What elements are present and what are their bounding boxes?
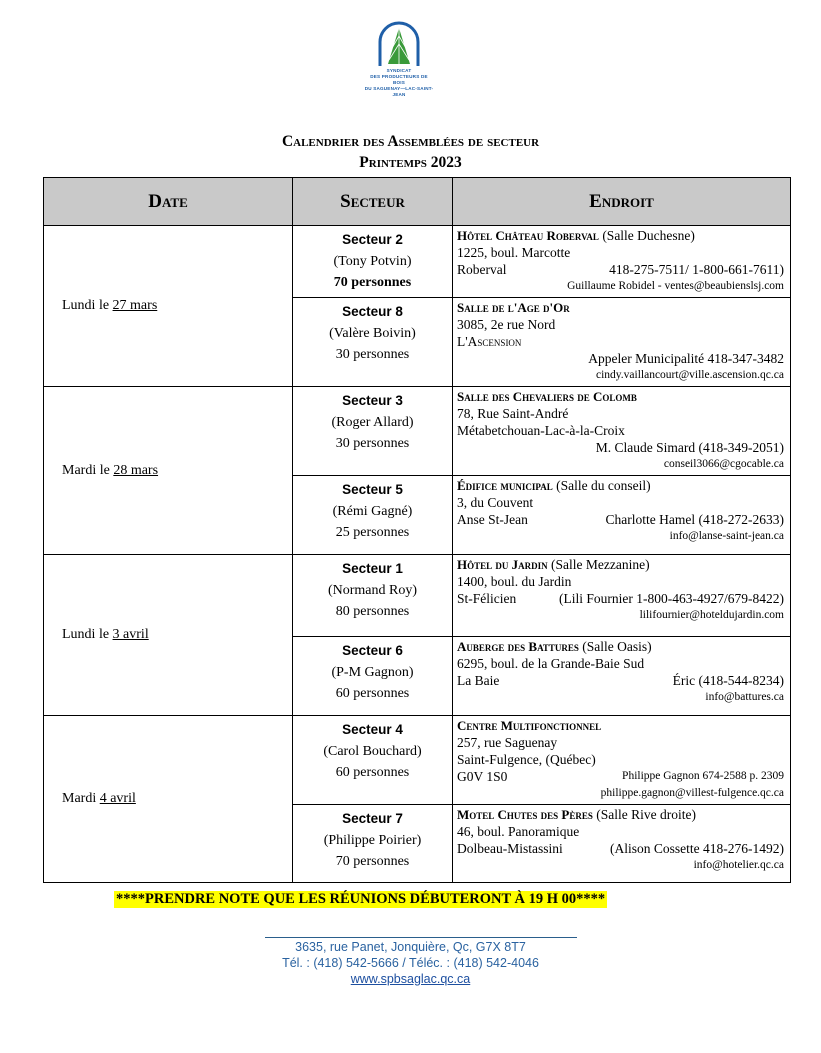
secteur-count: 25 personnes bbox=[335, 525, 410, 540]
header-endroit: Endroit bbox=[453, 178, 791, 226]
footer-phones: Tél. : (418) 542-5666 / Téléc. : (418) 542-4046 bbox=[282, 956, 539, 970]
table-row bbox=[44, 716, 791, 805]
logo bbox=[364, 20, 434, 112]
logo-line3: DU SAGUENAY—LAC-SAINT-JEAN bbox=[364, 86, 434, 97]
calendar-table bbox=[43, 177, 791, 883]
venue-contact[interactable]: philippe.gagnon@villest-fulgence.qc.ca bbox=[600, 787, 784, 799]
date-main: 28 mars bbox=[113, 462, 159, 478]
venue-name: Salle de l'Age d'Or bbox=[457, 300, 570, 315]
endroit-cell bbox=[453, 555, 791, 637]
secteur-label: Secteur 2 bbox=[342, 232, 403, 247]
date-main: 3 avril bbox=[112, 627, 149, 642]
endroit-cell bbox=[453, 387, 791, 476]
venue-address: 3085, 2e rue Nord bbox=[457, 317, 556, 332]
date-cell bbox=[44, 716, 293, 883]
secteur-rep: (Philippe Poirier) bbox=[323, 833, 422, 848]
secteur-cell bbox=[293, 226, 453, 298]
venue-address: 257, rue Saguenay bbox=[457, 735, 558, 750]
secteur-count: 30 personnes bbox=[335, 436, 410, 451]
venue-phone: (Alison Cossette 418-276-1492) bbox=[610, 841, 784, 856]
logo-line1: SYNDICAT bbox=[386, 68, 412, 73]
venue-address: 1225, boul. Marcotte bbox=[457, 245, 571, 260]
secteur-label: Secteur 1 bbox=[342, 561, 403, 576]
venue-locality: Roberval bbox=[457, 262, 507, 277]
venue-phone: Charlotte Hamel (418-272-2633) bbox=[605, 512, 784, 527]
document-subtitle: Printemps 2023 bbox=[359, 154, 462, 171]
venue-city: Saint-Fulgence, (Québec) bbox=[457, 752, 596, 767]
venue-city: L'Ascension bbox=[457, 334, 522, 349]
tree-arch-icon bbox=[374, 20, 424, 68]
venue-contact[interactable]: info@lanse-saint-jean.ca bbox=[669, 530, 784, 542]
secteur-rep: (P-M Gagnon) bbox=[331, 665, 414, 680]
secteur-rep: (Normand Roy) bbox=[327, 583, 418, 598]
footer-website-wrap bbox=[0, 972, 821, 986]
endroit-cell bbox=[453, 226, 791, 298]
secteur-count: 80 personnes bbox=[335, 604, 410, 619]
venue-room: (Salle du conseil) bbox=[552, 478, 651, 493]
date-main: 27 mars bbox=[112, 298, 158, 313]
venue-name: Motel Chutes des Pères bbox=[457, 807, 593, 822]
venue-city: Métabetchouan-Lac-à-la-Croix bbox=[457, 423, 625, 438]
venue-name: Centre Multifonctionnel bbox=[457, 718, 602, 733]
venue-address: 46, boul. Panoramique bbox=[457, 824, 580, 839]
venue-name: Salle des Chevaliers de Colomb bbox=[457, 389, 637, 404]
date-prefix: Lundi le bbox=[62, 298, 113, 313]
secteur-cell bbox=[293, 637, 453, 716]
table-row bbox=[44, 555, 791, 637]
date-main: 4 avril bbox=[99, 791, 136, 806]
venue-locality: La Baie bbox=[457, 673, 500, 688]
secteur-count: 30 personnes bbox=[335, 347, 410, 362]
venue-locality: Dolbeau-Mistassini bbox=[457, 841, 563, 856]
endroit-cell bbox=[453, 716, 791, 805]
secteur-cell bbox=[293, 555, 453, 637]
venue-name: Auberge des Battures bbox=[457, 639, 579, 654]
endroit-cell bbox=[453, 637, 791, 716]
secteur-rep: (Carol Bouchard) bbox=[323, 744, 422, 759]
secteur-count: 60 personnes bbox=[335, 765, 410, 780]
venue-contact[interactable]: lilifournier@hoteldujardin.com bbox=[639, 609, 784, 621]
date-cell bbox=[44, 226, 293, 387]
footer-address: 3635, rue Panet, Jonquière, Qc, G7X 8T7 bbox=[295, 940, 526, 954]
secteur-rep: (Roger Allard) bbox=[331, 415, 414, 430]
venue-room: (Salle Mezzanine) bbox=[547, 557, 650, 572]
venue-phone: M. Claude Simard (418-349-2051) bbox=[595, 440, 784, 455]
venue-phone: 418-275-7511/ 1-800-661-7611) bbox=[609, 262, 784, 277]
endroit-cell bbox=[453, 476, 791, 555]
document-title: Calendrier des Assemblées de secteur bbox=[281, 133, 540, 150]
logo-line2: DES PRODUCTEURS DE BOIS bbox=[370, 74, 428, 85]
table-row bbox=[44, 387, 791, 476]
secteur-label: Secteur 7 bbox=[342, 811, 403, 826]
date-prefix: Lundi le bbox=[62, 627, 113, 642]
secteur-rep: (Tony Potvin) bbox=[333, 254, 412, 269]
secteur-cell bbox=[293, 716, 453, 805]
secteur-count: 70 personnes bbox=[335, 854, 410, 869]
venue-room: (Salle Rive droite) bbox=[592, 807, 696, 822]
secteur-label: Secteur 4 bbox=[342, 722, 403, 737]
secteur-label: Secteur 5 bbox=[342, 482, 403, 497]
venue-contact[interactable]: conseil3066@cgocable.ca bbox=[663, 458, 784, 470]
secteur-label: Secteur 6 bbox=[342, 643, 403, 658]
header-date: Date bbox=[44, 178, 293, 226]
secteur-cell bbox=[293, 387, 453, 476]
venue-name: Édifice municipal bbox=[457, 478, 553, 493]
date-cell bbox=[44, 555, 293, 716]
date-cell bbox=[44, 387, 293, 555]
venue-address: 3, du Couvent bbox=[457, 495, 534, 510]
venue-address: 78, Rue Saint-André bbox=[457, 406, 569, 421]
secteur-cell bbox=[293, 298, 453, 387]
venue-phone: Philippe Gagnon 674-2588 p. 2309 bbox=[622, 770, 784, 782]
venue-name: Hôtel Château Roberval bbox=[457, 228, 599, 243]
venue-name: Hôtel du Jardin bbox=[457, 557, 548, 572]
secteur-cell bbox=[293, 476, 453, 555]
venue-room: (Salle Duchesne) bbox=[598, 228, 695, 243]
venue-contact[interactable]: info@battures.ca bbox=[705, 691, 784, 703]
venue-address: 1400, boul. du Jardin bbox=[457, 574, 572, 589]
secteur-cell bbox=[293, 805, 453, 883]
endroit-cell bbox=[453, 805, 791, 883]
secteur-rep: (Rémi Gagné) bbox=[332, 504, 413, 519]
secteur-label: Secteur 3 bbox=[342, 393, 403, 408]
date-prefix: Mardi bbox=[62, 791, 100, 806]
start-time-note: ****PRENDRE NOTE QUE LES RÉUNIONS DÉBUTERONT À 19 H 00**** bbox=[116, 891, 606, 907]
endroit-cell bbox=[453, 298, 791, 387]
venue-phone: Appeler Municipalité 418-347-3482 bbox=[588, 351, 784, 366]
venue-contact[interactable]: cindy.vaillancourt@ville.ascension.qc.ca bbox=[595, 369, 784, 381]
secteur-count: 70 personnes bbox=[333, 275, 412, 290]
secteur-rep: (Valère Boivin) bbox=[329, 326, 416, 341]
venue-locality: St-Félicien bbox=[457, 591, 517, 606]
secteur-label: Secteur 8 bbox=[342, 304, 403, 319]
venue-locality: G0V 1S0 bbox=[457, 769, 508, 784]
venue-phone: (Lili Fournier 1-800-463-4927/679-8422) bbox=[559, 591, 784, 606]
footer-website-link[interactable]: www.spbsaglac.qc.ca bbox=[350, 972, 471, 986]
venue-phone: Éric (418-544-8234) bbox=[672, 673, 784, 688]
footer-divider bbox=[265, 937, 577, 938]
venue-contact[interactable]: info@hotelier.qc.ca bbox=[693, 859, 784, 871]
venue-contact[interactable]: Guillaume Robidel - ventes@beaubienslsj.com bbox=[567, 280, 784, 292]
table-row bbox=[44, 226, 791, 298]
venue-room: (Salle Oasis) bbox=[578, 639, 652, 654]
venue-locality: Anse St-Jean bbox=[457, 512, 528, 527]
secteur-count: 60 personnes bbox=[335, 686, 410, 701]
venue-address: 6295, boul. de la Grande-Baie Sud bbox=[457, 656, 645, 671]
header-secteur: Secteur bbox=[293, 178, 453, 226]
date-prefix: Mardi le bbox=[62, 462, 114, 478]
